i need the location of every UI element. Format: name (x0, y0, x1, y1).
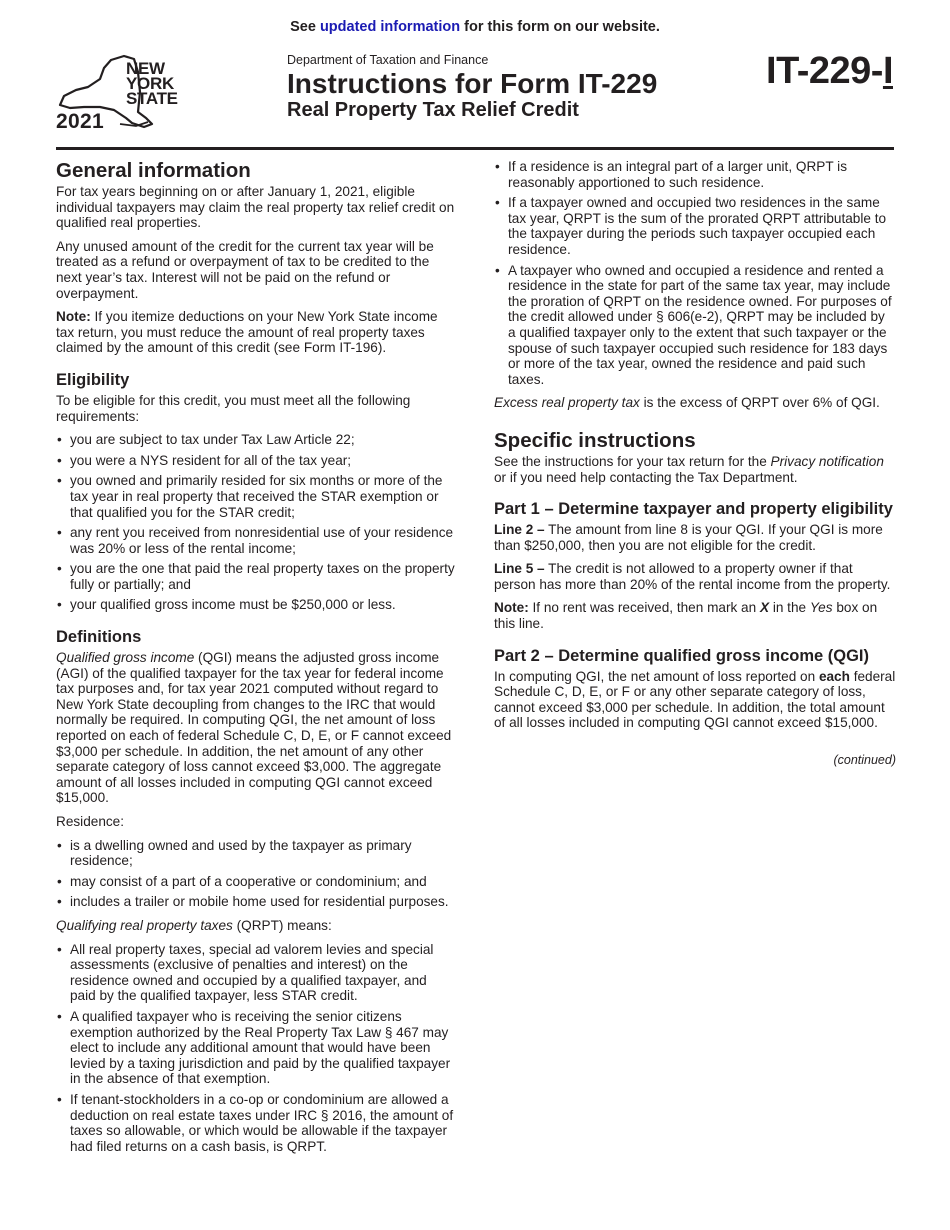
list-item: • is a dwelling owned and used by the taxpayer as primary residence; (56, 838, 456, 869)
page-title: Instructions for Form IT-229 (287, 68, 658, 99)
line2-instruction: Line 2 – The amount from line 8 is your QGI. If your QGI is more than $250,000, then you are not eligible for the credit. (494, 522, 883, 553)
nys-logo (54, 52, 184, 134)
notice-text-before: See (290, 19, 320, 35)
list-item: • your qualified gross income must be $250,000 or less. (56, 597, 456, 613)
qrpt-definition: Qualifying real property taxes (QRPT) means: (56, 917, 332, 933)
left-column (56, 159, 456, 1162)
list-item: • you were a NYS resident for all of the tax year; (56, 453, 456, 469)
list-item: • includes a trailer or mobile home used for residential purposes. (56, 894, 456, 910)
page-subtitle: Real Property Tax Relief Credit (287, 99, 579, 121)
list-item: • A taxpayer who owned and occupied a residence and rented a residence in the state for part of the same tax year, may include the proration of QRPT on the residence owned. For purposes of the credit allowed under § 606(e-2), QRPT may be included by a qualified taxpayer only to the extent that such taxpayer or the spouse of such taxpayer occupied such residence for 183 days or more of the tax year, owned the residence and paid such taxes. (494, 263, 896, 388)
part1-heading: Part 1 – Determine taxpayer and property eligibility (494, 500, 893, 519)
residence-label: Residence: (56, 814, 125, 829)
qgi-definition: Qualified gross income (QGI) means the adjusted gross income (AGI) of the qualified taxpayer for the tax year for federal income tax purposes and, for tax year 2021 computed without regard to New York State decoupling from changes to the IRC that would normally be required. In computing QGI, the net amount of loss reported on each of federal Schedule C, D, E, or F cannot exceed $3,000 per schedule. In addition, the net amount of any other separate category of loss cannot exceed $3,000. The aggregate amount of all losses included in computing QGI cannot exceed $15,000. (56, 650, 452, 806)
eligibility-intro: To be eligible for this credit, you must meet all the following requirements: (56, 392, 411, 424)
qrpt-list-continued (494, 159, 896, 387)
notice-text-after: for this form on our website. (460, 19, 660, 35)
right-column (494, 159, 896, 769)
logo-year: 2021 (56, 110, 104, 133)
list-item: • A qualified taxpayer who is receiving the senior citizens exemption authorized by the Real Property Tax Law § 467 may elect to include any additional amount that would have been levied by a taxing jurisdiction and paid by the qualified taxpayer in the absence of that exemption. (56, 1009, 456, 1087)
qrpt-list (56, 942, 456, 1155)
part2-heading: Part 2 – Determine qualified gross income (QGI) (494, 646, 870, 665)
definitions-heading: Definitions (56, 628, 142, 647)
list-item: • All real property taxes, special ad valorem levies and special assessments (exclusive of penalties and interest) on the residence owned and occupied by a qualified taxpayer, and paid by the qualified taxpayer, less STAR credit. (56, 942, 456, 1004)
specific-instructions-heading: Specific instructions (494, 428, 696, 452)
continued-label: (continued) (833, 753, 896, 768)
general-paragraph-2: Any unused amount of the credit for the current tax year will be treated as a refund or overpayment of tax to be credited to the next year’s tax. Interest will not be paid on the refund or overpayment. (56, 238, 434, 301)
specific-intro: See the instructions for your tax return for the Privacy notification or if you need help contacting the Tax Department. (494, 453, 884, 485)
list-item: • If a taxpayer owned and occupied two residences in the same tax year, QRPT is the sum of the prorated QRPT attributable to the taxpayer during the periods such taxpayer occupied each residence. (494, 195, 896, 257)
list-item: • you are subject to tax under Tax Law Article 22; (56, 432, 456, 448)
residence-list (56, 838, 456, 910)
list-item: • you owned and primarily resided for six months or more of the tax year in real property that received the STAR exemption or that qualified you for the STAR credit; (56, 473, 456, 520)
eligibility-heading: Eligibility (56, 370, 130, 389)
list-item: • you are the one that paid the real property taxes on the property fully or partially; and (56, 561, 456, 592)
list-item: • any rent you received from nonresidential use of your residence was 20% or less of the rental income; (56, 525, 456, 556)
part1-note: Note: If no rent was received, then mark an X in the Yes box on this line. (494, 600, 878, 632)
department-name: Department of Taxation and Finance (287, 53, 489, 67)
part2-text: In computing QGI, the net amount of loss reported on each federal Schedule C, D, E, or F or any other separate category of loss, cannot exceed $3,000 per schedule. In addition, the total amount of all losses included in computing QGI cannot exceed $15,000. (494, 668, 896, 731)
general-paragraph-1: For tax years beginning on or after January 1, 2021, eligible individual taxpayers may claim the real property tax relief credit on qualified real properties. (56, 184, 455, 231)
form-number: IT-229-I (766, 50, 893, 92)
list-item: • If tenant-stockholders in a co-op or condominium are allowed a deduction on real estate taxes under IRC § 2016, the amount of taxes so allowable, or which would be allowable if the taxpayer had filed returns on a cash basis, is QRPT. (56, 1092, 456, 1154)
eligibility-list (56, 432, 456, 613)
list-item: • may consist of a part of a cooperative or condominium; and (56, 874, 456, 890)
line5-instruction: Line 5 – The credit is not allowed to a property owner if that person has more than 20% of the rental income from the property. (494, 561, 891, 592)
form-header (287, 53, 657, 121)
updated-information-link[interactable]: updated information (319, 19, 461, 35)
website-notice (0, 19, 950, 35)
excess-definition: Excess real property tax is the excess of QRPT over 6% of QGI. (494, 395, 880, 411)
general-note: Note: If you itemize deductions on your New York State income tax return, you must reduce the amount of real property taxes claimed by the amount of this credit (see Form IT-196). (56, 309, 438, 356)
header-divider (56, 147, 894, 150)
logo-state-name: NEW YORK STATE (126, 59, 178, 108)
general-information-heading: General information (56, 159, 251, 182)
list-item: • If a residence is an integral part of a larger unit, QRPT is reasonably apportioned to such residence. (494, 159, 896, 190)
